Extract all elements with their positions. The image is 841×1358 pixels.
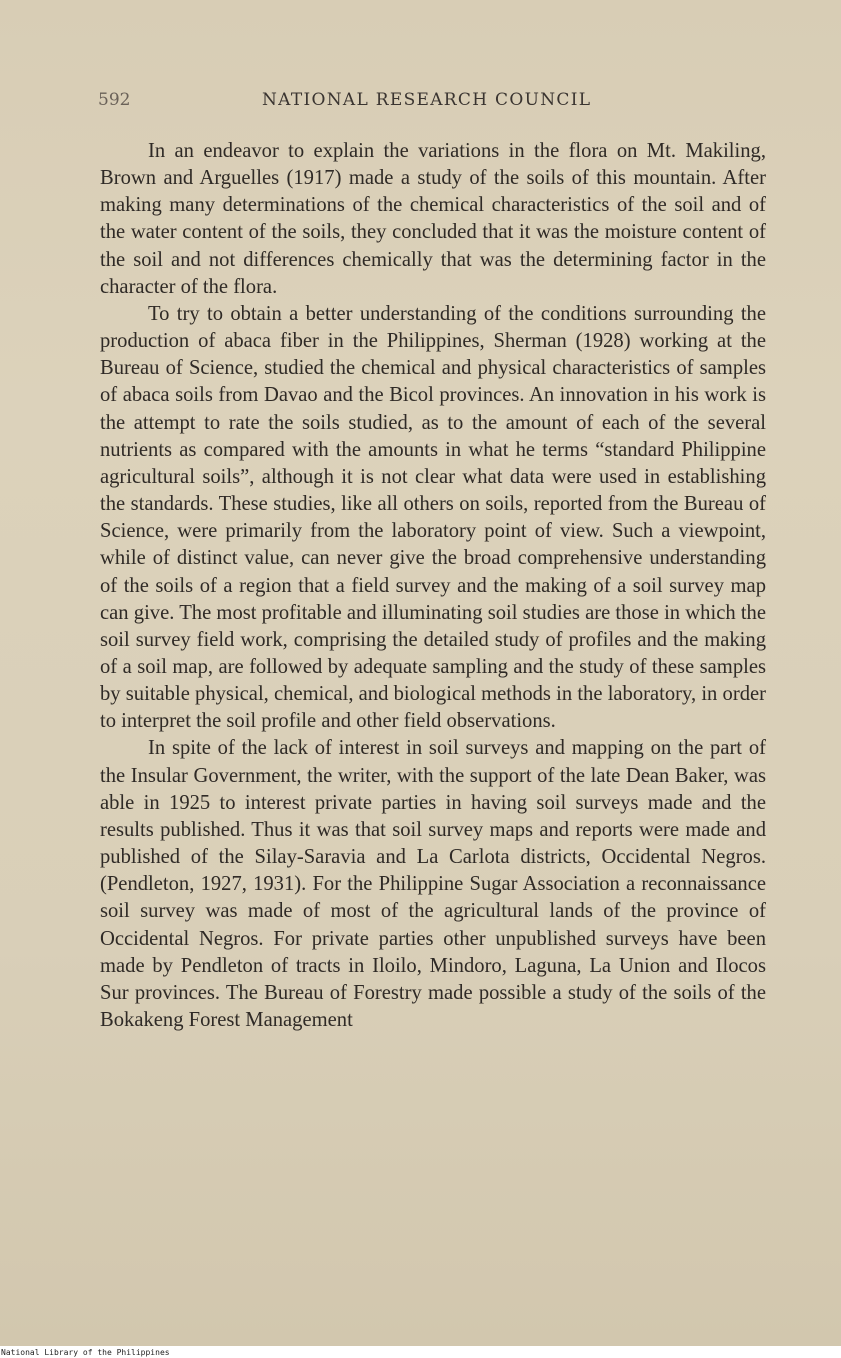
running-head: NATIONAL RESEARCH COUNCIL xyxy=(262,90,592,110)
page-header xyxy=(0,88,841,118)
page-number: 592 xyxy=(98,90,131,110)
paragraph-2: To try to obtain a better understanding of the conditions surrounding the production of abaca fiber in the Philippines, Sherman (1928) working at the Bureau of Science, studied the chemical and physical characteristics of samples of abaca soils from Davao and the Bicol provinces. An innovation in his work is the attempt to rate the soils studied, as to the amount of each of the several nutrients as compared with the amounts in what he terms “standard Philippine agricultural soils”, although it is not clear what data were used in establishing the standards. These studies, like all others on soils, reported from the Bureau of Science, were primarily from the laboratory point of view. Such a viewpoint, while of distinct value, can never give the broad comprehensive understanding of the soils of a region that a field survey and the making of a soil survey map can give. The most profitable and illuminating soil studies are those in which the soil survey field work, comprising the detailed study of profiles and the making of a soil map, are followed by adequate sampling and the study of these samples by suitable physical, chemical, and biological methods in the laboratory, in order to interpret the soil profile and other field observations. xyxy=(100,302,766,733)
library-credit: National Library of the Philippines xyxy=(1,1348,170,1357)
paragraph-3: In spite of the lack of interest in soil surveys and mapping on the part of the Insular Government, the writer, with the support of the late Dean Baker, was able in 1925 to interest private parties in having soil surveys made and the results published. Thus it was that soil survey maps and reports were made and published of the Silay-Saravia and La Carlota districts, Occidental Negros. (Pendleton, 1927, 1931). For the Philippine Sugar Association a reconnaissance soil survey was made of most of the agricultural lands of the province of Occidental Negros. For private parties other unpublished surveys have been made by Pendleton of tracts in Iloilo, Mindoro, Laguna, La Union and Ilocos Sur provinces. The Bureau of Forestry made possible a study of the soils of the Bokakeng Forest Management xyxy=(100,737,766,1031)
paragraph-1: In an endeavor to explain the variations in the flora on Mt. Makiling, Brown and Arguelles (1917) made a study of the soils of this mountain. After making many determinations of the chemical characteristics of the soil and of the water content of the soils, they concluded that it was the moisture content of the soil and not differences chemically that was the determining factor in the character of the flora. xyxy=(100,140,766,298)
body-text xyxy=(100,138,766,1034)
